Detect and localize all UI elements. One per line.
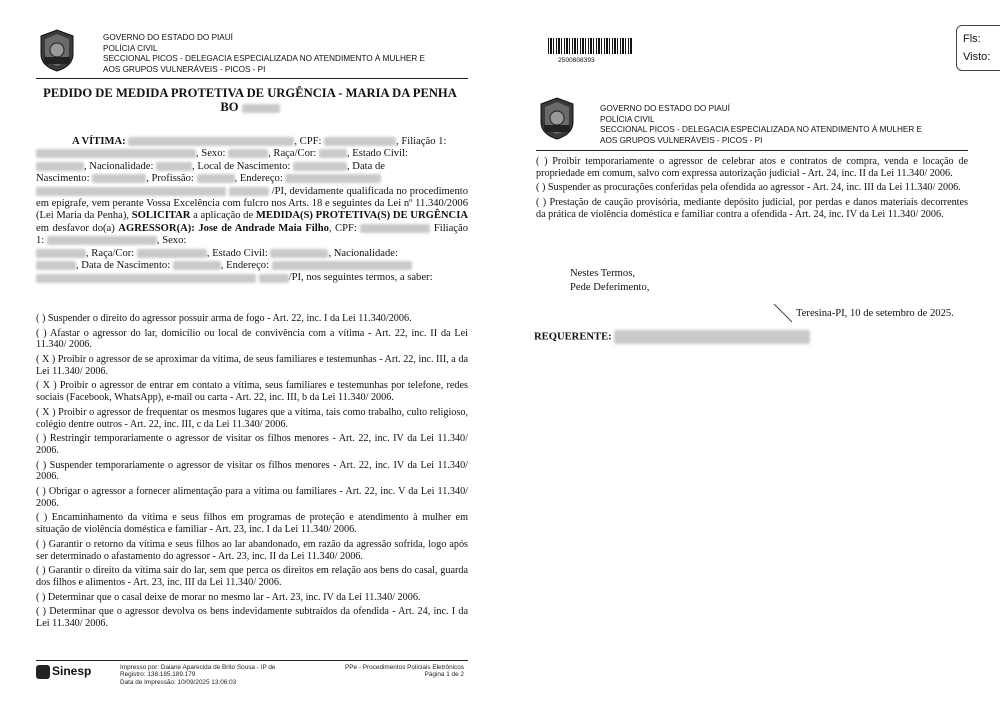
measure-option: ( ) Encaminhamento da vítima e seus filhos em programas de proteção e atendimento à mulher em situação de violência doméstica e familiar - Art. 23, inc. I da Lei 11.340/ 2006. [36, 512, 468, 536]
header-line4: AOS GRUPOS VULNERÁVEIS - PICOS - PI [103, 64, 266, 74]
victim-label: A VÍTIMA: [72, 136, 126, 147]
measure-option: ( ) Restringir temporariamente o agressor de visitar os filhos menores - Art. 22, inc. IV da Lei 11.340/ 2006. [36, 433, 468, 457]
print-info: Impresso por: Daiane Aparecida de Brito Sousa - IP de Registro: 138.185.189.179 Data de Impressão: 10/09/2025 13:06:03 [120, 664, 276, 686]
measure-option: ( ) Determinar que o casal deixe de morar no mesmo lar - Art. 23, inc. IV da Lei 11.340/ 2006. [36, 591, 421, 603]
barcode-number: 2500808393 [558, 57, 595, 64]
measure-option: ( ) Garantir o direito da vítima sair do lar, sem que perca os direitos em relação aos bens do casal, guarda dos filhos e alimentos - Art. 23, inc. III da Lei 11.340/ 2006. [36, 565, 468, 589]
measure-option: ( ) Determinar que o agressor devolva os bens indevidamente subtraídos da ofendida - Art. 24, inc. I da Lei 11.340/ 2006. [36, 606, 468, 629]
fls-label: Fls: [963, 33, 981, 45]
measure-option: ( X ) Proibir o agressor de se aproximar da vítima, de seus familiares e testemunhas - Art. 22, inc. III, a da Lei 11.340/ 2006. [36, 353, 468, 377]
measure-option: ( ) Obrigar o agressor a fornecer alimentação para a vítima ou familiares - Art. 22, inc. V da Lei 11.340/ 2006. [36, 485, 468, 509]
measure-option: ( ) Suspender temporariamente o agressor de visitar os filhos menores - Art. 22, inc. IV da Lei 11.340/ 2006. [36, 459, 468, 483]
agency-header [103, 33, 425, 75]
measure-option: ( ) Proibir temporariamente o agressor de celebrar atos e contratos de compra, venda e locação de propriedade em comum, salvo com expressa autorização judicial - Art. 24, inc. II da Lei 11.340/ 2006. [536, 156, 968, 179]
header-divider [536, 150, 968, 151]
system-info: PPe - Procedimentos Policiais Eletrônicos Página 1 de 2 [336, 664, 464, 679]
closing-pede-deferimento: Pede Deferimento, [570, 282, 650, 293]
header-divider [36, 78, 468, 79]
footer-divider [36, 660, 468, 661]
protective-measures-list-page2 [536, 156, 968, 223]
visto-label: Visto: [963, 51, 991, 63]
sinesp-logo: Sinesp [36, 664, 91, 679]
aggressor-name: Jose de Andrade Maia Filho [198, 222, 329, 234]
place-date: Teresina-PI, 10 de setembro de 2025. [796, 308, 954, 319]
document-page-2 [500, 0, 1000, 717]
measure-option: ( ) Suspender o direito do agressor possuir arma de fogo - Art. 22, inc. I da Lei 11.340/2006. [36, 313, 412, 324]
agency-header: GOVERNO DO ESTADO DO PIAUÍ POLÍCIA CIVIL SECCIONAL PICOS - DELEGACIA ESPECIALIZADA NO ATENDIMENTO À MULHER E AOS GRUPOS VULNERÁVEIS - PICOS - PI [600, 104, 922, 145]
document-title: PEDIDO DE MEDIDA PROTETIVA DE URGÊNCIA - MARIA DA PENHA [43, 86, 457, 100]
header-line2: POLÍCIA CIVIL [103, 43, 158, 53]
closing-nestes-termos: Nestes Termos, [570, 268, 635, 279]
protective-measures-list-page1 [36, 313, 468, 632]
police-seal-icon [38, 28, 76, 72]
police-seal-icon [538, 96, 576, 140]
measure-option: ( X ) Proibir o agressor de frequentar os mesmos lugares que a vítima, tais como trabalho, culto religioso, colégio dentre outros - Art. 22, inc. III, c da Lei 11.340/ 2006. [36, 406, 468, 430]
fls-visto-box [956, 25, 1000, 71]
measure-option: ( ) Garantir o retorno da vítima e seus filhos ao lar abandonado, em razão da agressão sofrida, logo após ser determinado o afastamento do agressor - Art. 23, inc. II da Lei 11.340/ 2006. [36, 538, 468, 562]
header-line3: SECCIONAL PICOS - DELEGACIA ESPECIALIZADA NO ATENDIMENTO À MULHER E [103, 54, 425, 64]
measure-option: ( X ) Proibir o agressor de entrar em contato a vítima, seus familiares e testemunhas por telefone, redes sociais (Facebook, WhatsApp), e-mail ou carta - Art. 22, inc. III, b da Lei 11.340/ 2006. [36, 380, 468, 404]
requerente-label: REQUERENTE: [534, 330, 810, 344]
victim-paragraph: A VÍTIMA: , CPF: , Filiação 1: , Sexo: , Raça/Cor: , Estado Civil: , Nacionalidade: , Local de Nascimento: , Data de Nascimento: , Profissão: , Endereço: /PI, devidamente qualificada no procedimento em epígrafe, vem perante Vossa Excelência com fulcro nos Arts. 18 e seguintes da Lei nº 11.340/2006 (Lei Maria da Penha), SOLICITAR a aplicação de MEDIDA(S) PROTETIVA(S) DE URGÊNCIA em desfavor do(a) AGRESSOR(A): Jose de Andrade Maia Filho, CPF: Filiação 1: , Sexo: , Raça/Cor: , Estado Civil: , Nacionalidade: , Data de Nascimento: , Endereço: /PI, nos seguintes termos, a saber: [36, 136, 468, 284]
measure-option: ( ) Suspender as procurações conferidas pela ofendida ao agressor - Art. 24, inc. III da Lei 11.340/ 2006. [536, 182, 961, 194]
bo-number: BO [40, 100, 460, 114]
measure-option: ( ) Prestação de caução provisória, mediante depósito judicial, por perdas e danos materiais decorrentes da prática de violência doméstica e familiar contra a ofendida - Art. 24, inc. IV da Lei 11.340/ 2006. [536, 196, 968, 220]
measure-option: ( ) Afastar o agressor do lar, domicílio ou local de convivência com a vítima - Art. 22, inc. II da Lei 11.340/ 2006. [36, 327, 468, 351]
header-line1: GOVERNO DO ESTADO DO PIAUÍ [103, 33, 233, 42]
barcode-icon [548, 38, 632, 54]
page-number: Página 1 de 2 [424, 671, 464, 679]
signature-stroke [772, 300, 796, 324]
